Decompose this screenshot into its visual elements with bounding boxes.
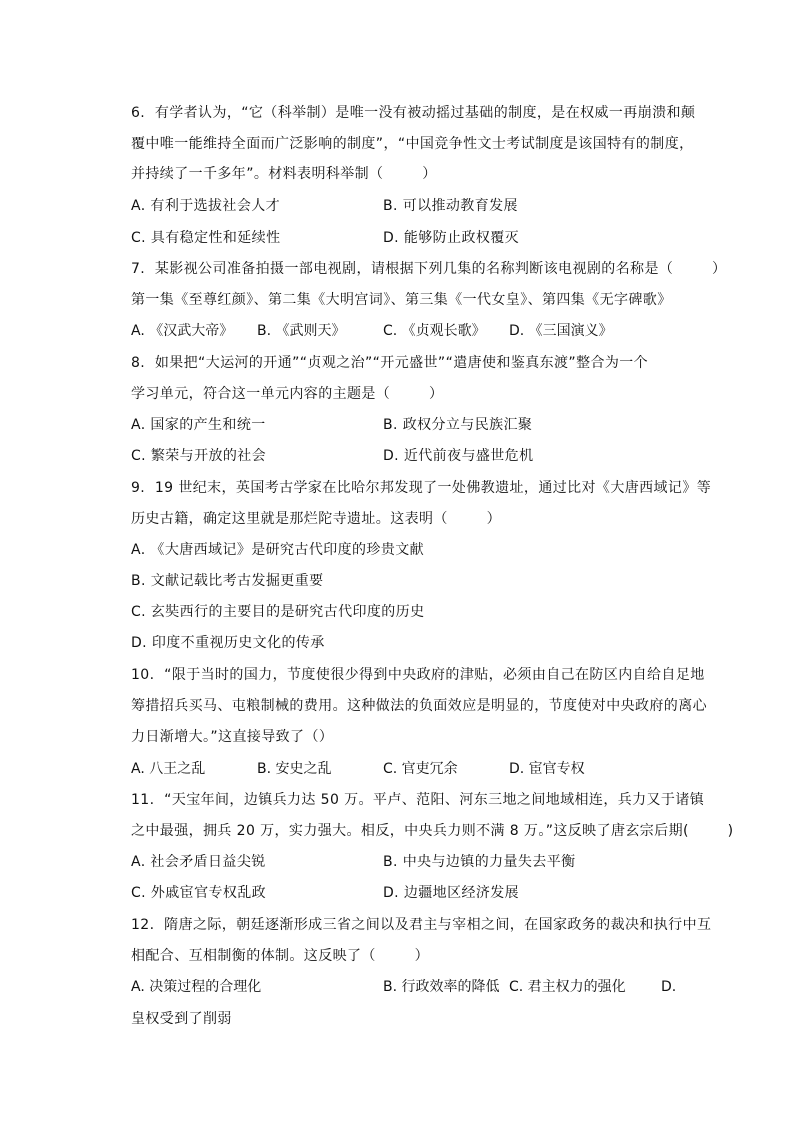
option-c: C. 繁荣与开放的社会	[131, 448, 267, 464]
option-d: D. 《三国演义》	[509, 323, 613, 339]
question-text: 学习单元，符合这一单元内容的主题是（ ）	[131, 386, 444, 402]
option-b: B. 政权分立与民族汇聚	[383, 417, 533, 433]
option-a: A. 国家的产生和统一	[131, 417, 266, 433]
option-b: B. 中央与边镇的力量失去平衡	[383, 854, 576, 870]
option-d-label: D.	[661, 979, 677, 995]
option-c: C. 具有稳定性和延续性	[131, 230, 281, 246]
option-a: A. 《汉武大帝》	[131, 323, 234, 339]
option-c: C. 玄奘西行的主要目的是研究古代印度的历史	[131, 604, 425, 620]
option-b: B. 文献记载比考古发掘更重要	[131, 573, 324, 589]
option-b: B. 安史之乱	[257, 761, 332, 777]
option-a: A. 八王之乱	[131, 761, 206, 777]
question-text: 9. 19 世纪末，英国考古学家在比哈尔邦发现了一处佛教遗址，通过比对《大唐西域记》等	[131, 480, 712, 496]
option-d: D. 近代前夜与盛世危机	[383, 448, 534, 464]
option-d: D. 边疆地区经济发展	[383, 885, 520, 901]
question-text: 并持续了一千多年”。材料表明科举制（ ）	[131, 166, 437, 182]
question-text: 6. 有学者认为，“它（科举制）是唯一没有被动摇过基础的制度，是在权威一再崩溃和颠	[131, 105, 696, 121]
question-text: 第一集《至尊红颜》、第二集《大明宫词》、第三集《一代女皇》、第四集《无字碑歌》	[131, 292, 672, 308]
option-d: D. 能够防止政权覆灭	[383, 230, 520, 246]
question-text: 力日渐增大。”这直接导致了（）	[131, 729, 334, 745]
option-c: C. 《贞观长歌》	[383, 323, 486, 339]
question-text: 10. “限于当时的国力，节度使很少得到中央政府的津贴，必须由自己在防区内自给自足地	[131, 667, 705, 683]
option-a: A. 有利于选拔社会人才	[131, 198, 281, 214]
question-text: 历史古籍，确定这里就是那烂陀寺遗址。这表明（ ）	[131, 511, 501, 527]
option-d-text: 皇权受到了削弱	[131, 1011, 232, 1027]
option-c: C. 外戚宦官专权乱政	[131, 885, 267, 901]
option-b: B. 可以推动教育发展	[383, 198, 518, 214]
option-d: D. 印度不重视历史文化的传承	[131, 635, 325, 651]
option-b: B. 《武则天》	[257, 323, 346, 339]
question-text: 相配合、互相制衡的体制。这反映了（ ）	[131, 948, 430, 964]
question-text: 7. 某影视公司准备拍摄一部电视剧，请根据下列几集的名称判断该电视剧的名称是（ ）	[131, 261, 727, 277]
option-b: B. 行政效率的降低	[383, 979, 500, 995]
option-a: A. 决策过程的合理化	[131, 979, 262, 995]
option-d: D. 宦官专权	[509, 761, 585, 777]
option-a: A. 《大唐西域记》是研究古代印度的珍贵文献	[131, 542, 425, 558]
question-text: 之中最强，拥兵 20 万，实力强大。相反，中央兵力则不满 8 万。”这反映了唐玄宗后期( )	[131, 823, 734, 839]
option-c: C. 官吏冗余	[383, 761, 458, 777]
option-c: C. 君主权力的强化	[509, 979, 626, 995]
question-text: 12. 隋唐之际，朝廷逐渐形成三省之间以及君主与宰相之间，在国家政务的裁决和执行中互	[131, 917, 712, 933]
question-text: 8. 如果把“大运河的开通”“贞观之治”“开元盛世”“遣唐使和鉴真东渡”整合为一个	[131, 355, 649, 371]
question-text: 覆中唯一能维持全面而广泛影响的制度”，“中国竞争性文士考试制度是该国特有的制度，	[131, 136, 694, 152]
option-a: A. 社会矛盾日益尖锐	[131, 854, 266, 870]
question-text: 11. “天宝年间，边镇兵力达 50 万。平卢、范阳、河东三地之间地域相连，兵力又于诸镇	[131, 792, 705, 808]
question-text: 筹措招兵买马、屯粮制械的费用。这种做法的负面效应是明显的，节度使对中央政府的离心	[131, 698, 707, 714]
